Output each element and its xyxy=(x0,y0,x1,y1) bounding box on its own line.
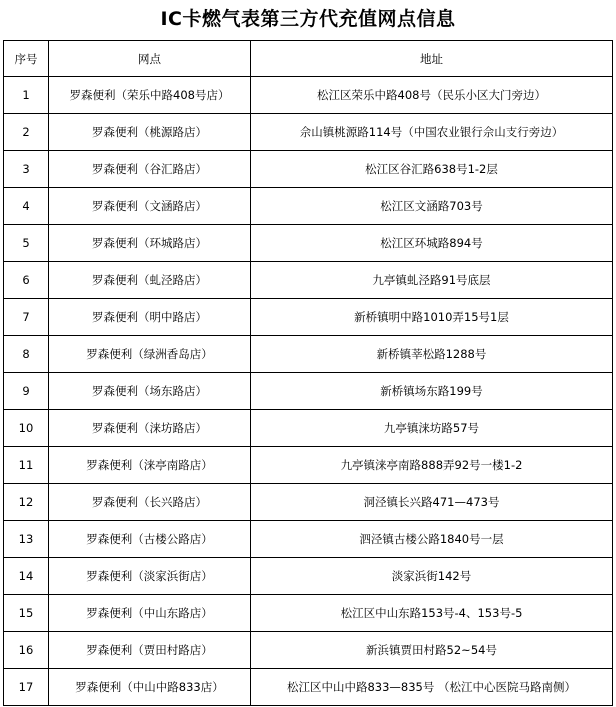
header-seq: 序号 xyxy=(4,41,49,77)
cell-seq: 7 xyxy=(4,299,49,336)
cell-outlet: 罗森便利（桃源路店） xyxy=(49,114,251,151)
cell-outlet: 罗森便利（中山东路店） xyxy=(49,595,251,632)
cell-seq: 10 xyxy=(4,410,49,447)
table-row xyxy=(4,151,613,188)
cell-seq: 13 xyxy=(4,521,49,558)
table-body xyxy=(4,77,613,706)
cell-outlet: 罗森便利（中山中路833店） xyxy=(49,669,251,706)
cell-seq: 12 xyxy=(4,484,49,521)
cell-seq: 2 xyxy=(4,114,49,151)
table-row xyxy=(4,373,613,410)
outlet-table xyxy=(3,40,613,706)
cell-address: 淡家浜街142号 xyxy=(251,558,613,595)
document-title: IC卡燃气表第三方代充值网点信息 xyxy=(160,8,456,30)
cell-address: 松江区中山东路153号-4、153号-5 xyxy=(251,595,613,632)
cell-address: 松江区谷汇路638号1-2层 xyxy=(251,151,613,188)
table-row xyxy=(4,595,613,632)
header-row xyxy=(4,41,613,77)
cell-seq: 8 xyxy=(4,336,49,373)
cell-outlet: 罗森便利（贾田村路店） xyxy=(49,632,251,669)
cell-outlet: 罗森便利（古楼公路店） xyxy=(49,521,251,558)
cell-outlet: 罗森便利（荣乐中路408号店） xyxy=(49,77,251,114)
cell-outlet: 罗森便利（文涵路店） xyxy=(49,188,251,225)
cell-outlet: 罗森便利（场东路店） xyxy=(49,373,251,410)
cell-address: 九亭镇涞坊路57号 xyxy=(251,410,613,447)
cell-address: 九亭镇虬泾路91号底层 xyxy=(251,262,613,299)
cell-seq: 15 xyxy=(4,595,49,632)
header-address: 地址 xyxy=(251,41,613,77)
cell-seq: 16 xyxy=(4,632,49,669)
cell-seq: 9 xyxy=(4,373,49,410)
cell-address: 洞泾镇长兴路471—473号 xyxy=(251,484,613,521)
table-row xyxy=(4,114,613,151)
cell-address: 新桥镇场东路199号 xyxy=(251,373,613,410)
table-row xyxy=(4,521,613,558)
cell-address: 松江区文涵路703号 xyxy=(251,188,613,225)
cell-outlet: 罗森便利（淡家浜街店） xyxy=(49,558,251,595)
table-row xyxy=(4,336,613,373)
cell-address: 松江区荣乐中路408号（民乐小区大门旁边） xyxy=(251,77,613,114)
cell-outlet: 罗森便利（明中路店） xyxy=(49,299,251,336)
table-row xyxy=(4,558,613,595)
cell-address: 新桥镇明中路1010弄15号1层 xyxy=(251,299,613,336)
cell-outlet: 罗森便利（涞亭南路店） xyxy=(49,447,251,484)
cell-seq: 4 xyxy=(4,188,49,225)
table-row xyxy=(4,262,613,299)
cell-seq: 11 xyxy=(4,447,49,484)
cell-address: 松江区中山中路833—835号 （松江中心医院马路南侧） xyxy=(251,669,613,706)
cell-seq: 14 xyxy=(4,558,49,595)
cell-outlet: 罗森便利（长兴路店） xyxy=(49,484,251,521)
cell-address: 泗泾镇古楼公路1840号一层 xyxy=(251,521,613,558)
table-row xyxy=(4,447,613,484)
cell-outlet: 罗森便利（谷汇路店） xyxy=(49,151,251,188)
table-row xyxy=(4,77,613,114)
cell-seq: 3 xyxy=(4,151,49,188)
table-header xyxy=(4,41,613,77)
cell-address: 新桥镇莘松路1288号 xyxy=(251,336,613,373)
cell-seq: 17 xyxy=(4,669,49,706)
cell-address: 新浜镇贾田村路52~54号 xyxy=(251,632,613,669)
cell-address: 佘山镇桃源路114号（中国农业银行佘山支行旁边） xyxy=(251,114,613,151)
cell-address: 九亭镇涞亭南路888弄92号一楼1-2 xyxy=(251,447,613,484)
table-row xyxy=(4,299,613,336)
table-row xyxy=(4,669,613,706)
table-row xyxy=(4,225,613,262)
cell-outlet: 罗森便利（虬泾路店） xyxy=(49,262,251,299)
table-row xyxy=(4,484,613,521)
cell-seq: 1 xyxy=(4,77,49,114)
cell-seq: 5 xyxy=(4,225,49,262)
cell-outlet: 罗森便利（绿洲香岛店） xyxy=(49,336,251,373)
cell-seq: 6 xyxy=(4,262,49,299)
table-row xyxy=(4,410,613,447)
cell-outlet: 罗森便利（环城路店） xyxy=(49,225,251,262)
header-outlet: 网点 xyxy=(49,41,251,77)
cell-outlet: 罗森便利（涞坊路店） xyxy=(49,410,251,447)
cell-address: 松江区环城路894号 xyxy=(251,225,613,262)
table-row xyxy=(4,188,613,225)
table-row xyxy=(4,632,613,669)
